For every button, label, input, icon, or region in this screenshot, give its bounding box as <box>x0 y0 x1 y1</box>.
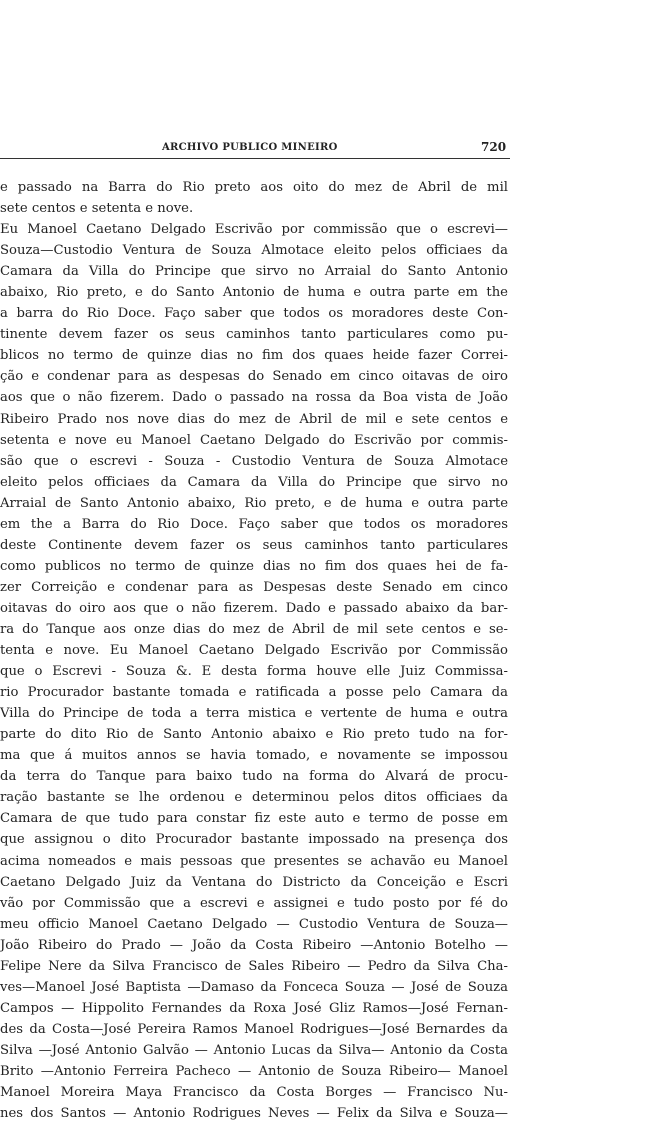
text-line: sete centos e setenta e nove. <box>0 201 194 217</box>
text-line: Ribeiro Prado nos nove dias do mez de Abril de mil e sete centos e <box>0 411 508 427</box>
text-line: e passado na Barra do Rio preto aos oito do mez de Abril de mil <box>0 180 508 195</box>
running-title: ARCHIVO PUBLICO MINEIRO <box>162 142 338 153</box>
text-line: Arraial de Santo Antonio abaixo, Rio preto, e de huma e outra parte <box>0 495 508 511</box>
text-line: João Ribeiro do Prado — João da Costa Ribeiro —Antonio Botelho — <box>0 937 508 953</box>
text-line: ma que á muitos annos se havia tomado, e novamente se impossou <box>0 748 508 764</box>
page-number: 720 <box>481 140 507 154</box>
text-line: ves—Manoel José Baptista —Damaso da Fonceca Souza — José de Souza <box>0 979 508 995</box>
text-line: ração bastante se lhe ordenou e determinou pelos ditos officiaes da <box>0 790 508 806</box>
text-line: oitavas do oiro aos que o não fizerem. Dado e passado abaixo da bar- <box>0 600 508 616</box>
text-line: Silva —José Antonio Galvão — Antonio Lucas da Silva— Antonio da Costa <box>0 1042 508 1058</box>
text-line: ção e condenar para as despesas do Senado em cinco oitavas de oiro <box>0 369 508 385</box>
text-line: Caetano Delgado Juiz da Ventana do Districto da Conceição e Escri <box>0 874 508 890</box>
text-line: são que o escrevi - Souza - Custodio Ventura de Souza Almotace <box>0 453 508 469</box>
text-line: que o Escrevi - Souza &. E desta forma houve elle Juiz Commissa- <box>0 664 508 680</box>
text-line: abaixo, Rio preto, e do Santo Antonio de huma e outra parte em the <box>0 285 508 301</box>
text-line: Villa do Principe de toda a terra mistica e vertente de huma e outra <box>0 706 508 722</box>
text-line: Camara da Villa do Principe que sirvo no Arraial do Santo Antonio <box>0 264 508 280</box>
body-text <box>0 177 508 1124</box>
text-line: Manoel Moreira Maya Francisco da Costa Borges — Francisco Nu- <box>0 1085 508 1101</box>
text-line: tenta e nove. Eu Manoel Caetano Delgado Escrivão por Commissão <box>0 643 508 659</box>
header-rule <box>0 158 510 159</box>
text-line: tinente devem fazer os seus caminhos tanto particulares como pu- <box>0 327 508 343</box>
text-line: parte do dito Rio de Santo Antonio abaixo e Rio preto tudo na for- <box>0 727 508 743</box>
text-line: vão por Commissão que a escrevi e assignei e tudo posto por fé do <box>0 895 508 911</box>
text-line: Souza—Custodio Ventura de Souza Almotace eleito pelos officiaes da <box>0 243 508 259</box>
text-line: eleito pelos officiaes da Camara da Villa do Principe que sirvo no <box>0 474 508 490</box>
text-line: blicos no termo de quinze dias no fim dos quaes heide fazer Correi- <box>0 348 508 364</box>
text-line: ra do Tanque aos onze dias do mez de Abril de mil sete centos e se- <box>0 621 508 637</box>
text-line: Camara de que tudo para constar fiz este auto e termo de posse em <box>0 811 508 827</box>
text-line: nes dos Santos — Antonio Rodrigues Neves — Felix da Silva e Souza— <box>0 1106 508 1122</box>
text-line: da terra do Tanque para baixo tudo na forma do Alvará de procu- <box>0 769 508 785</box>
text-line: aos que o não fizerem. Dado o passado na rossa da Boa vista de João <box>0 390 508 406</box>
text-line: Campos — Hippolito Fernandes da Roxa José Gliz Ramos—José Fernan- <box>0 1000 508 1016</box>
text-line: Eu Manoel Caetano Delgado Escrivão por commissão que o escrevi— <box>0 222 508 238</box>
text-line: zer Correição e condenar para as Despesas deste Senado em cinco <box>0 579 508 595</box>
text-line: Brito —Antonio Ferreira Pacheco — Antonio de Souza Ribeiro— Manoel <box>0 1063 508 1079</box>
running-header <box>0 140 516 158</box>
text-line: acima nomeados e mais pessoas que presentes se achavão eu Manoel <box>0 853 508 869</box>
text-line: rio Procurador bastante tomada e ratificada a posse pelo Camara da <box>0 685 508 701</box>
text-line: des da Costa—José Pereira Ramos Manoel Rodrigues—José Bernardes da <box>0 1021 508 1037</box>
text-line: deste Continente devem fazer os seus caminhos tanto particulares <box>0 537 508 553</box>
text-line: setenta e nove eu Manoel Caetano Delgado do Escrivão por commis- <box>0 432 508 448</box>
text-line: que assignou o dito Procurador bastante impossado na presença dos <box>0 832 508 848</box>
text-line: em the a Barra do Rio Doce. Faço saber que todos os moradores <box>0 516 508 532</box>
text-line: a barra do Rio Doce. Faço saber que todos os moradores deste Con- <box>0 306 508 322</box>
text-line: como publicos no termo de quinze dias no fim dos quaes hei de fa- <box>0 558 508 574</box>
text-line: Felipe Nere da Silva Francisco de Sales Ribeiro — Pedro da Silva Cha- <box>0 958 508 974</box>
text-line: meu officio Manoel Caetano Delgado — Custodio Ventura de Souza— <box>0 916 508 932</box>
